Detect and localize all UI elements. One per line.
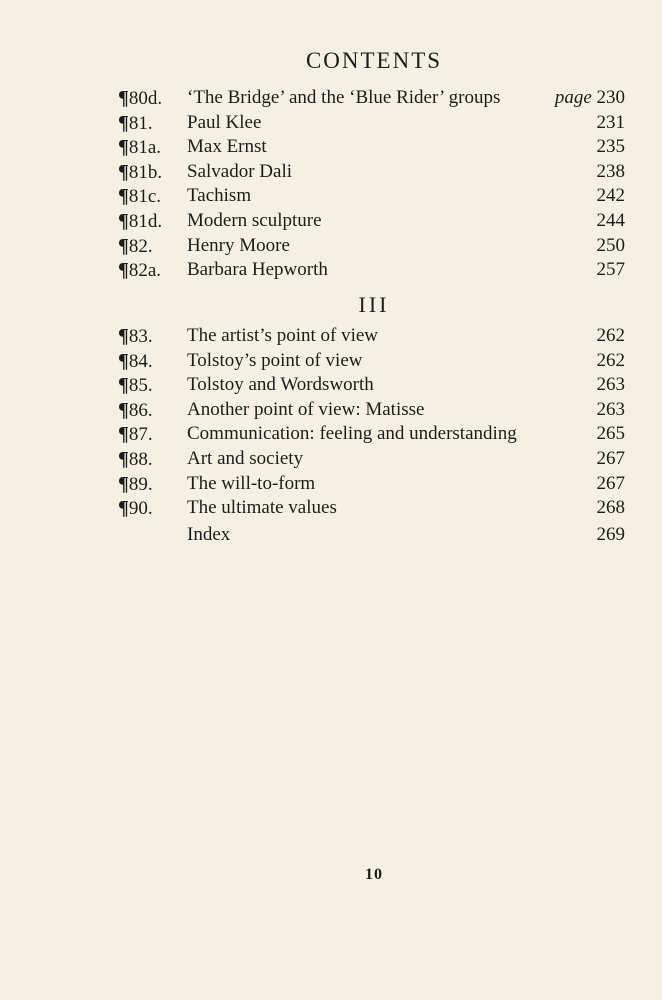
toc-entry-90 xyxy=(118,496,625,521)
entry-title: Another point of view: Matisse xyxy=(187,398,425,420)
pilcrow-icon: ¶ xyxy=(118,185,129,208)
entry-title: The artist’s point of view xyxy=(187,325,379,346)
pilcrow-icon: ¶ xyxy=(118,160,129,183)
toc-entry-80d xyxy=(118,86,625,111)
section-heading: III xyxy=(358,292,390,317)
entry-number: ¶89. xyxy=(118,472,153,495)
entry-page: 231 xyxy=(596,111,625,133)
entry-page: 265 xyxy=(596,423,625,445)
pilcrow-icon: ¶ xyxy=(118,497,129,520)
entry-page: 263 xyxy=(596,374,625,396)
entry-title: Modern sculpture xyxy=(187,209,322,231)
toc-entry-86 xyxy=(118,398,625,423)
pilcrow-icon: ¶ xyxy=(118,447,129,470)
toc-entry-81d xyxy=(118,209,625,234)
entry-page: 235 xyxy=(596,136,625,158)
entry-number: ¶86. xyxy=(118,398,153,421)
pilcrow-icon: ¶ xyxy=(118,325,129,347)
entry-title: ‘The Bridge’ and the ‘Blue Rider’ groups xyxy=(187,87,501,108)
entry-number: ¶84. xyxy=(118,349,153,372)
entry-number: ¶81a. xyxy=(118,136,161,159)
pilcrow-icon: ¶ xyxy=(118,374,129,397)
entry-page: 263 xyxy=(596,398,625,420)
entry-number: ¶83. xyxy=(118,325,153,347)
toc-list-2 xyxy=(118,324,625,547)
entry-title: Barbara Hepworth xyxy=(187,259,328,281)
toc-entry-83 xyxy=(118,324,625,349)
entry-number: ¶81c. xyxy=(118,185,161,208)
entry-title: Tolstoy and Wordsworth xyxy=(187,374,374,396)
entry-title: Tolstoy’s point of view xyxy=(187,349,363,371)
toc-entry-index xyxy=(118,523,625,548)
entry-page: 269 xyxy=(596,523,625,545)
entry-title: The will-to-form xyxy=(187,472,316,494)
toc-entry-87 xyxy=(118,422,625,447)
entry-title: Tachism xyxy=(187,185,252,207)
entry-number: ¶82. xyxy=(118,234,153,257)
entry-page: 267 xyxy=(596,472,625,494)
pilcrow-icon: ¶ xyxy=(118,136,129,159)
pilcrow-icon: ¶ xyxy=(118,87,129,109)
toc-entry-81c xyxy=(118,184,625,209)
entry-number: ¶88. xyxy=(118,447,153,470)
toc-entry-81 xyxy=(118,111,625,136)
entry-title: Max Ernst xyxy=(187,136,267,158)
toc-entry-89 xyxy=(118,472,625,497)
entry-title: Index xyxy=(187,523,231,545)
entry-title: Henry Moore xyxy=(187,234,290,256)
entry-page: 244 xyxy=(596,209,625,231)
entry-page: 238 xyxy=(596,160,625,182)
entry-title: Paul Klee xyxy=(187,111,262,133)
entry-number: ¶90. xyxy=(118,497,153,520)
pilcrow-icon: ¶ xyxy=(118,349,129,372)
page-word: page xyxy=(554,87,592,108)
entry-page: 262 xyxy=(596,325,625,346)
entry-page: 257 xyxy=(596,259,625,281)
pilcrow-icon: ¶ xyxy=(118,472,129,495)
contents-heading: CONTENTS xyxy=(305,48,443,73)
entry-number: ¶81b. xyxy=(118,160,163,183)
entry-page: 242 xyxy=(596,185,625,207)
toc-entry-82a xyxy=(118,258,625,283)
entry-title: Art and society xyxy=(187,447,304,469)
entry-page: page 230 xyxy=(554,87,625,108)
toc-entry-84 xyxy=(118,349,625,374)
entry-title: Salvador Dali xyxy=(187,160,293,182)
entry-page: 267 xyxy=(596,447,625,469)
pilcrow-icon: ¶ xyxy=(118,398,129,421)
entry-page: 268 xyxy=(596,497,625,519)
pilcrow-icon: ¶ xyxy=(118,209,129,232)
entry-page: 262 xyxy=(596,349,625,371)
entry-number: ¶81. xyxy=(118,111,153,134)
entry-number: ¶87. xyxy=(118,423,153,446)
entry-number: ¶82a. xyxy=(118,259,161,282)
entry-number: ¶81d. xyxy=(118,209,163,232)
entry-page: 250 xyxy=(596,234,625,256)
entry-number: ¶80d. xyxy=(118,87,163,109)
toc-entry-81b xyxy=(118,160,625,185)
pilcrow-icon: ¶ xyxy=(118,423,129,446)
page-number: 10 xyxy=(365,866,383,883)
toc-entry-88 xyxy=(118,447,625,472)
toc-entry-82 xyxy=(118,234,625,259)
entry-title: The ultimate values xyxy=(187,497,337,519)
pilcrow-icon: ¶ xyxy=(118,259,129,282)
toc-list-1 xyxy=(118,86,625,283)
entry-title: Communication: feeling and understanding xyxy=(187,423,517,445)
toc-entry-81a xyxy=(118,135,625,160)
pilcrow-icon: ¶ xyxy=(118,234,129,257)
pilcrow-icon: ¶ xyxy=(118,111,129,134)
toc-entry-85 xyxy=(118,373,625,398)
entry-number: ¶85. xyxy=(118,374,153,397)
